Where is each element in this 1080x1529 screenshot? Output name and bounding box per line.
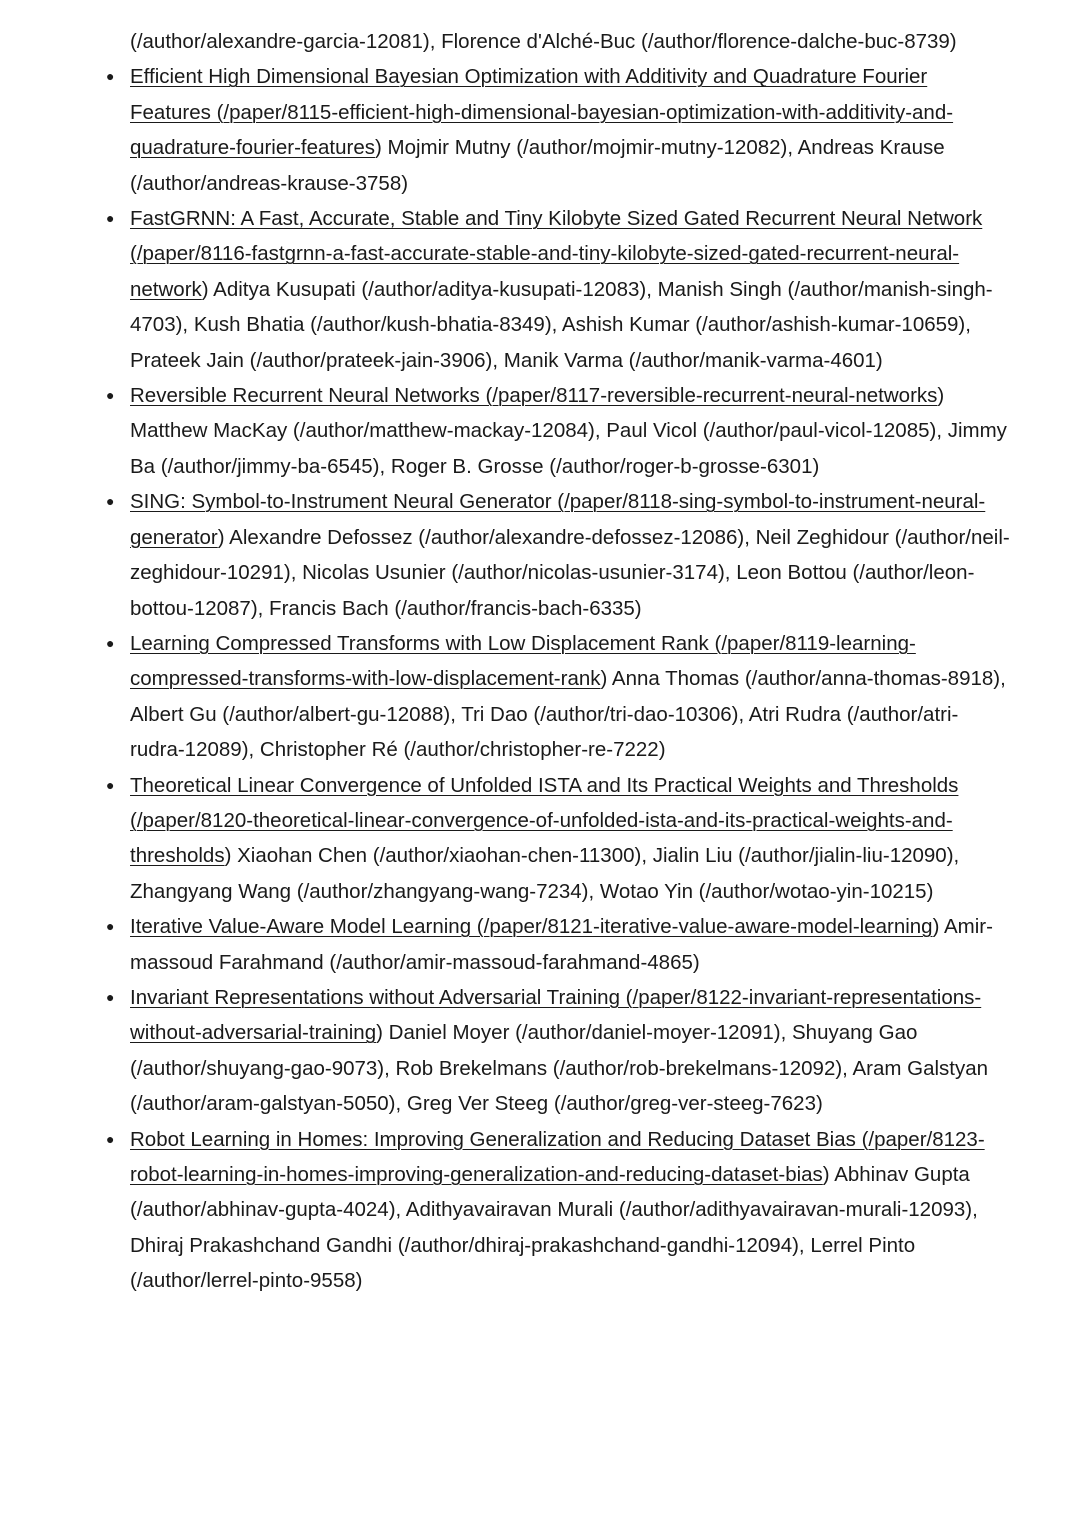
bullet-icon: ● [106, 210, 115, 227]
list-item [106, 768, 1010, 910]
paper-title-link[interactable]: Efficient High Dimensional Bayesian Optimization with Additivity and Quadrature Fourier Features (/paper/8115-efficient-high-dimensional-bayesian-optimization-with-additivity-and-quadrature-fourier-features [130, 65, 954, 160]
paper-title-link[interactable]: Reversible Recurrent Neural Networks (/paper/8117-reversible-recurrent-neural-networks [130, 384, 938, 408]
bullet-icon: ● [106, 493, 115, 510]
list-item [106, 626, 1010, 768]
paper-title-link[interactable]: Iterative Value-Aware Model Learning (/paper/8121-iterative-value-aware-model-learning [130, 915, 933, 939]
paper-authors: ) Xiaohan Chen (/author/xiaohan-chen-11300), Jialin Liu (/author/jialin-liu-12090), Zhangyang Wang (/author/zhangyang-wang-7234), Wotao Yin (/author/wotao-yin-10215) [130, 844, 960, 903]
bullet-icon: ● [106, 1130, 115, 1147]
paper-title-link[interactable]: Learning Compressed Transforms with Low Displacement Rank (/paper/8119-learning-compressed-transforms-with-low-displacement-rank [130, 631, 916, 691]
paper-title-link[interactable]: Robot Learning in Homes: Improving Generalization and Reducing Dataset Bias (/paper/8123-robot-learning-in-homes-improving-generalization-and-reducing-dataset-bias [130, 1127, 985, 1186]
continued-author-list: (/author/alexandre-garcia-12081), Florence d'Alché-Buc (/author/florence-dalche-buc-8739) [130, 30, 957, 53]
list-item [106, 980, 1010, 1122]
list-item [106, 201, 1010, 378]
paper-authors: ) Mojmir Mutny (/author/mojmir-mutny-12082), Andreas Krause (/author/andreas-krause-3758) [130, 136, 945, 195]
bullet-icon: ● [106, 776, 115, 793]
paper-authors: ) Alexandre Defossez (/author/alexandre-defossez-12086), Neil Zeghidour (/author/neil-zeghidour-10291), Nicolas Usunier (/author/nicolas-usunier-3174), Leon Bottou (/author/leon-bottou-12087), Francis Bach (/author/francis-bach-6335) [130, 525, 1010, 620]
paper-authors: ) Amir-massoud Farahmand (/author/amir-massoud-farahmand-4865) [130, 915, 993, 974]
list-item [106, 484, 1010, 626]
bullet-icon: ● [106, 634, 115, 651]
list-item [106, 59, 1010, 201]
bullet-icon: ● [106, 918, 115, 935]
paper-title-link[interactable]: FastGRNN: A Fast, Accurate, Stable and Tiny Kilobyte Sized Gated Recurrent Neural Network (/paper/8116-fastgrnn-a-fast-accurate-stable-and-tiny-kilobyte-sized-gated-recurrent-neural-network [130, 207, 983, 301]
list-item [106, 378, 1010, 484]
paper-authors: ) Matthew MacKay (/author/matthew-mackay-12084), Paul Vicol (/author/paul-vicol-12085), Jimmy Ba (/author/jimmy-ba-6545), Roger B. Grosse (/author/roger-b-grosse-6301) [130, 384, 1007, 478]
bullet-icon: ● [106, 387, 115, 404]
list-item [106, 909, 1010, 980]
bullet-icon: ● [106, 68, 115, 85]
paper-authors: ) Daniel Moyer (/author/daniel-moyer-12091), Shuyang Gao (/author/shuyang-gao-9073), Rob Brekelmans (/author/rob-brekelmans-12092), Aram Galstyan (/author/aram-galstyan-5050), Greg Ver Steeg (/author/greg-ver-steeg-7623) [130, 1021, 989, 1116]
paper-authors: ) Anna Thomas (/author/anna-thomas-8918), Albert Gu (/author/albert-gu-12088), Tri Dao (/author/tri-dao-10306), Atri Rudra (/author/atri-rudra-12089), Christopher Ré (/author/christopher-re-7222) [130, 667, 1006, 762]
paper-list [106, 59, 1010, 1298]
paper-title-link[interactable]: SING: Symbol-to-Instrument Neural Generator (/paper/8118-sing-symbol-to-instrument-neural-generator [130, 490, 986, 549]
bullet-icon: ● [106, 988, 115, 1005]
paper-authors: ) Abhinav Gupta (/author/abhinav-gupta-4024), Adithyavairavan Murali (/author/adithyavairavan-murali-12093), Dhiraj Prakashchand Gandhi (/author/dhiraj-prakashchand-gandhi-12094), Lerrel Pinto (/author/lerrel-pinto-9558) [130, 1163, 978, 1293]
paper-title-link[interactable]: Theoretical Linear Convergence of Unfolded ISTA and Its Practical Weights and Thresholds (/paper/8120-theoretical-linear-convergence-of-unfolded-ista-and-its-practical-weights-and-thresholds [130, 773, 959, 868]
list-item [106, 1122, 1010, 1299]
paper-authors: ) Aditya Kusupati (/author/aditya-kusupati-12083), Manish Singh (/author/manish-singh-4703), Kush Bhatia (/author/kush-bhatia-8349), Ashish Kumar (/author/ashish-kumar-10659), Prateek Jain (/author/prateek-jain-3906), Manik Varma (/author/manik-varma-4601) [130, 277, 993, 372]
paper-title-link[interactable]: Invariant Representations without Adversarial Training (/paper/8122-invariant-representations-without-adversarial-training [130, 985, 982, 1045]
